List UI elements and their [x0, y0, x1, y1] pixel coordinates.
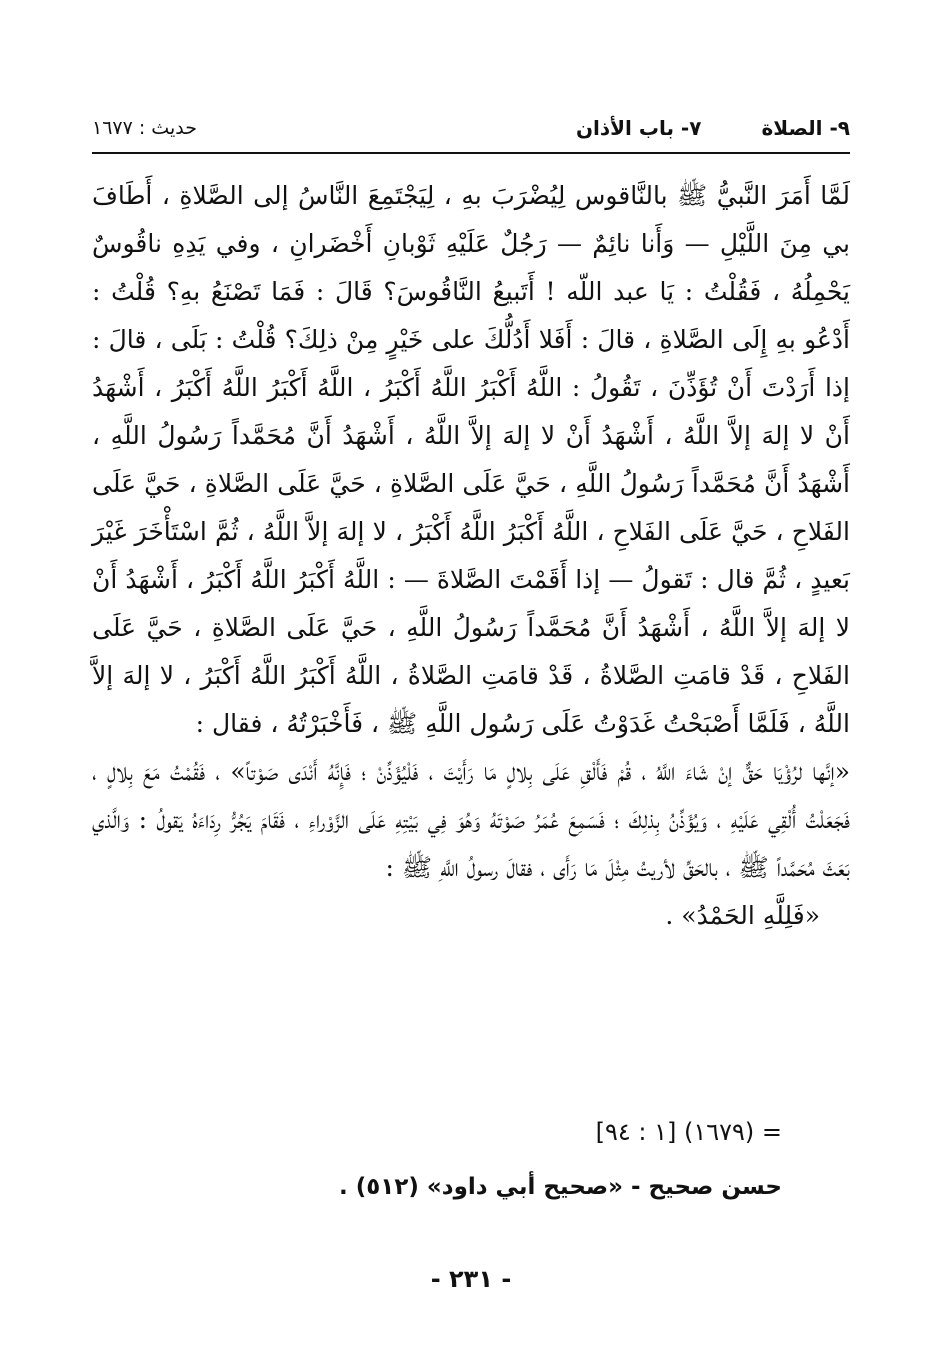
header-divider: [92, 152, 850, 154]
paragraph-prophet-reply: «إنَّها لرُؤْيَا حَقٌّ إنْ شَاءَ اللَّهُ ، قُمْ فَأَلْقِ عَلَى بِلالٍ مَا رَأَيْتَ ، فَلْيُؤَذِّنْ ؛ فَإِنَّهُ أَنْدَى صَوْتاً» ، فَقُمْتُ مَعَ بِلالٍ ، فَجَعَلْتُ أُلْقِي عَلَيْهِ ، وَيُؤَذِّنُ بِذلِكَ ؛ فَسَمِعَ عُمَرُ صَوْتَهُ وَهُوَ فِي بَيْتِهِ عَلَى الزَّوْراءِ ، فَقَامَ يَجُرُّ رِدَاءَهُ يَقولُ : وَالَّذي بَعَثَ مُحَمَّداً ﷺ ، بالحَقِّ لأريتُ مِثْلَ مَا رَأَى ، فقالَ رسولُ اللَّهِ ﷺ :: [92, 757, 850, 882]
hadith-reference: = (١٦٧٩) [١ : ٩٤]: [595, 1118, 782, 1146]
hadith-text: [92, 172, 850, 940]
header-titles: [576, 116, 850, 140]
chapter-title: ٧- باب الأذان: [575, 116, 702, 140]
running-header: [92, 108, 850, 148]
hadith-grade: حسن صحيح - «صحيح أبي داود» (٥١٢) .: [339, 1174, 782, 1200]
closing-quote: «فَلِلَّهِ الحَمْدُ» .: [665, 901, 820, 930]
page-number: - ٢٣١ -: [430, 1265, 512, 1293]
hadith-number: حديث : ١٦٧٧: [92, 117, 197, 139]
book-title: ٩- الصلاة: [761, 116, 850, 140]
paragraph-narration: لَمَّا أَمَرَ النَّبيُّ ﷺ بالنَّاقوس لِيُضْرَبَ بهِ ، لِيَجْتَمِعَ النَّاسُ إلى الصَّلاةِ ، أَطَافَ بي مِنَ اللَّيْلِ — وَأَنا نائِمٌ — رَجُلٌ عَلَيْهِ ثَوْبانِ أَخْضَرانِ ، وفي يَدِهِ ناقُوسٌ يَحْمِلُهُ ، فَقُلْتُ : يَا عبد اللّه ! أَتَبيعُ النَّاقُوسَ؟ قَالَ : فَمَا تَصْنَعُ بهِ؟ قُلْتُ : أَدْعُو بهِ إِلَى الصَّلاةِ ، قالَ : أَفَلا أَدُلُّكَ على خَيْرٍ مِنْ ذلِكَ؟ قُلْتُ : بَلَى ، قالَ : إذا أَرَدْتَ أَنْ تُؤَذِّنَ ، تَقُولُ : اللَّهُ أَكْبَرُ اللَّهُ أَكْبَرُ ، اللَّهُ أَكْبَرُ اللَّهُ أَكْبَرُ ، أَشْهَدُ أَنْ لا إلهَ إلاَّ اللَّهُ ، أَشْهَدُ أَنْ لا إلهَ إلاَّ اللَّهُ ، أَشْهَدُ أَنَّ مُحَمَّداً رَسُولُ اللَّهِ ، أَشْهَدُ أَنَّ مُحَمَّداً رَسُولُ اللَّهِ ، حَيَّ عَلَى الصَّلاةِ ، حَيَّ عَلَى الصَّلاةِ ، حَيَّ عَلَى الفَلاحِ ، حَيَّ عَلَى الفَلاحِ ، اللَّهُ أَكْبَرُ اللَّهُ أَكْبَرُ ، لا إلهَ إلاَّ اللَّهُ ، ثُمَّ اسْتَأْخَرَ غَيْرَ بَعيدٍ ، ثُمَّ قال : تَقولُ — إذا أَقَمْتَ الصَّلاةَ — : اللَّهُ أَكْبَرُ اللَّهُ أَكْبَرُ ، أَشْهَدُ أَنْ لا إلهَ إلاَّ اللَّهُ ، أَشْهَدُ أَنَّ مُحَمَّداً رَسُولُ اللَّهِ ، حَيَّ عَلَى الصَّلاةِ ، حَيَّ عَلَى الفَلاحِ ، قَدْ قامَتِ الصَّلاةُ ، قَدْ قامَتِ الصَّلاةُ ، اللَّهُ أَكْبَرُ اللَّهُ أَكْبَرُ ، لا إلهَ إلاَّ اللَّهُ ، فَلَمَّا أَصْبَحْتُ غَدَوْتُ عَلَى رَسُول اللَّهِ ﷺ ، فَأَخْبَرْتُهُ ، فقال :: [92, 181, 850, 738]
